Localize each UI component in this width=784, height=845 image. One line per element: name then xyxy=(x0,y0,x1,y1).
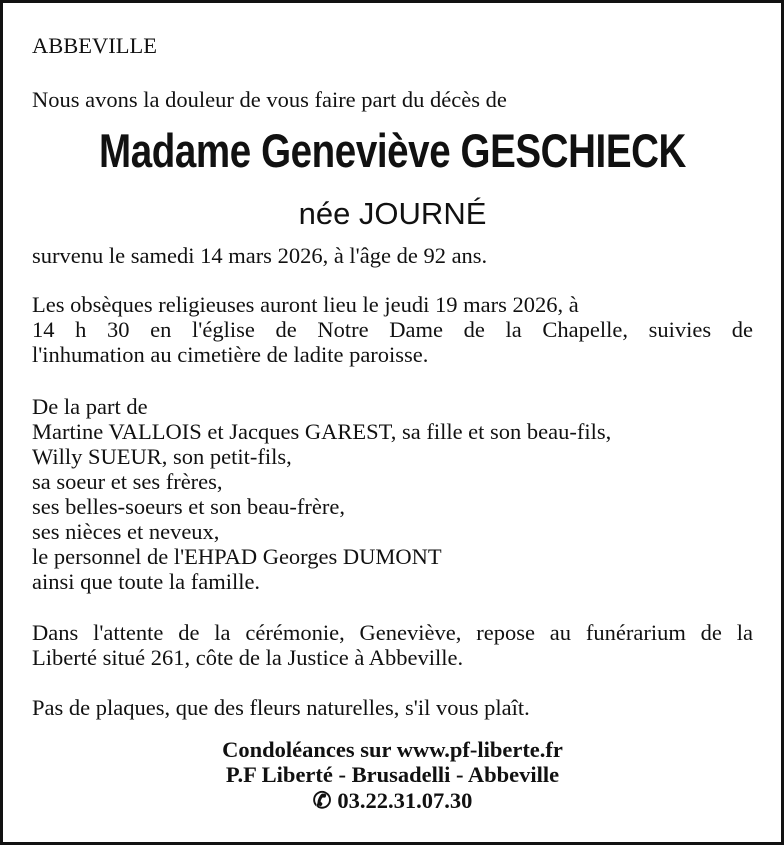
family-line: Willy SUEUR, son petit-fils, xyxy=(32,444,292,469)
phone-line xyxy=(32,788,753,813)
town-heading: ABBEVILLE xyxy=(32,33,157,58)
family-line: Martine VALLOIS et Jacques GAREST, sa fille et son beau-fils, xyxy=(32,419,612,444)
funeral-line: Les obsèques religieuses auront lieu le jeudi 19 mars 2026, à xyxy=(32,292,579,317)
maiden-name: née JOURNÉ xyxy=(298,196,487,231)
family-line: ses belles-soeurs et son beau-frère, xyxy=(32,494,346,519)
intro-text: Nous avons la douleur de vous faire part du décès de xyxy=(32,87,507,112)
family-line: De la part de xyxy=(32,394,148,419)
family-line: le personnel de l'EHPAD Georges DUMONT xyxy=(32,544,442,569)
funeral-line: 14 h 30 en l'église de Notre Dame de la Chapelle, suivies de xyxy=(32,317,753,342)
funeral-line: l'inhumation au cimetière de ladite paroisse. xyxy=(32,342,429,367)
phone-number: 03.22.31.07.30 xyxy=(337,788,473,813)
family-line: ainsi que toute la famille. xyxy=(32,569,261,594)
rest-line: Dans l'attente de la cérémonie, Geneviève, repose au funérarium de la xyxy=(32,620,753,645)
family-line: ses nièces et neveux, xyxy=(32,519,220,544)
death-details: survenu le samedi 14 mars 2026, à l'âge de 92 ans. xyxy=(32,243,488,268)
condolences-link: Condoléances sur www.pf-liberte.fr xyxy=(222,737,563,762)
flowers-note: Pas de plaques, que des fleurs naturelles, s'il vous plaît. xyxy=(32,695,530,720)
family-line: sa soeur et ses frères, xyxy=(32,469,223,494)
deceased-name: Madame Geneviève GESCHIECK xyxy=(99,124,686,177)
rest-line: Liberté situé 261, côte de la Justice à Abbeville. xyxy=(32,645,464,670)
phone-icon: ✆ xyxy=(312,788,332,813)
company-name: P.F Liberté - Brusadelli - Abbeville xyxy=(225,762,560,787)
